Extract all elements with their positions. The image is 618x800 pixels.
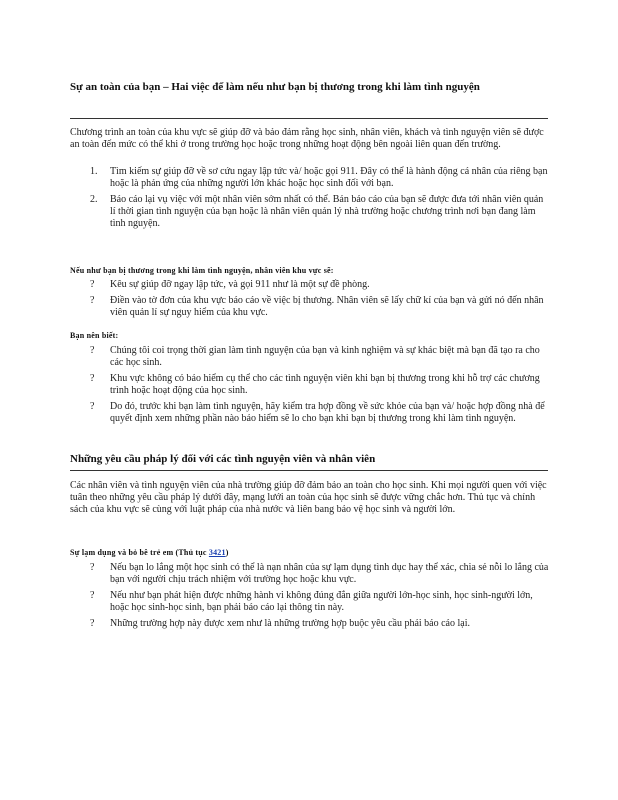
- list-marker: 2.: [90, 194, 98, 205]
- bullet-marker: ?: [90, 373, 95, 384]
- list-item-text: Khu vực không có bảo hiểm cụ thể cho các tình nguyện viên khi bạn bị thương trong khi hỗ trợ các chương trình hoặc hoạt động của học sinh.: [110, 373, 540, 396]
- list-item: [90, 562, 550, 586]
- bullet-marker: ?: [90, 590, 95, 601]
- procedure-3421-link[interactable]: 3421: [208, 548, 226, 557]
- section-heading-legal: Những yêu cầu pháp lý đối với các tình nguyện viên và nhân viên: [70, 453, 376, 465]
- bullet-marker: ?: [90, 401, 95, 412]
- abuse-heading-suffix: ): [225, 548, 229, 557]
- injured-subheading: Nếu như bạn bị thương trong khi làm tình nguyện, nhân viên khu vực sẽ:: [70, 266, 334, 275]
- list-item-text: Do đó, trước khi bạn làm tình nguyện, hãy kiểm tra hợp đồng về sức khỏe của bạn và/ hoặc hợp đồng nhà để quyết định xem những phần nào bảo hiểm sẽ lo cho bạn khi bạn bị thương trong khi làm tình nguyện.: [110, 401, 545, 424]
- abuse-heading-text: Sự lạm dụng và bỏ bê trẻ em (Thủ tục: [70, 548, 209, 557]
- heading-rule: [70, 118, 548, 119]
- list-item-text: Tìm kiếm sự giúp đỡ về sơ cứu ngay lập tức và/ hoặc gọi 911. Đây có thể là hành động cá nhân của riêng bạn hoặc là phản ứng của những người lớn khác hoặc học sinh đối với bạn.: [110, 166, 548, 189]
- bullet-marker: ?: [90, 618, 95, 629]
- list-item: [90, 345, 550, 369]
- list-item-text: Nếu bạn lo lắng một học sinh có thể là nạn nhân của sự lạm dụng tình dục hay thể xác, chia sẻ nỗi lo lắng của bạn với người chịu trách nhiệm với trường học hoặc khu vực.: [110, 562, 549, 585]
- bullet-marker: ?: [90, 279, 95, 290]
- list-item-text: Báo cáo lại vụ việc với một nhân viên sớm nhất có thể. Bản báo cáo của bạn sẽ được đưa tới nhân viên quản lí thời gian tình nguyện của bạn hoặc là nhân viên quản lý nhà trường hoặc chương trình nơi bạn đang làm tình nguyện.: [110, 194, 544, 229]
- list-item: [90, 194, 550, 230]
- list-item: [90, 166, 550, 190]
- list-item: [90, 618, 550, 630]
- list-item: [90, 295, 550, 319]
- list-item-text: Những trường hợp này được xem như là những trường hợp buộc yêu cầu phải báo cáo lại.: [110, 618, 470, 629]
- injury-steps-list: [90, 166, 550, 234]
- list-item-text: Điền vào tờ đơn của khu vực báo cáo về việc bị thương. Nhân viên sẽ lấy chữ kí của bạn và gửi nó đến nhân viên quản lí sự nguy hiểm của khu vực.: [110, 295, 544, 318]
- list-item: [90, 373, 550, 397]
- list-marker: 1.: [90, 166, 98, 177]
- list-item: [90, 401, 550, 425]
- injured-actions-list: [90, 279, 550, 323]
- know-list: [90, 345, 550, 429]
- know-subheading: Bạn nên biết:: [70, 331, 119, 340]
- heading-rule: [70, 470, 548, 471]
- section-heading-safety: Sự an toàn của bạn – Hai việc để làm nếu như bạn bị thương trong khi làm tình nguyện: [70, 81, 480, 93]
- safety-intro-paragraph: Chương trình an toàn của khu vực sẽ giúp đỡ và bảo đảm rằng học sinh, nhân viên, khách và tình nguyện viên sẽ được an toàn đến mức có thể khi ở trong trường học hoặc trong những hoạt động bên ngoài liên quan đến trường.: [70, 127, 544, 150]
- list-item: [90, 590, 550, 614]
- list-item-text: Kêu sự giúp đỡ ngay lập tức, và gọi 911 như là một sự đề phòng.: [110, 279, 370, 290]
- bullet-marker: ?: [90, 295, 95, 306]
- list-item-text: Nếu như bạn phát hiện được những hành vi không đúng đắn giữa người lớn-học sinh, học sinh-người lớn, hoặc học sinh-học sinh, bạn phải báo cáo lại thông tin này.: [110, 590, 533, 613]
- legal-intro-paragraph: Các nhân viên và tình nguyện viên của nhà trường giúp đỡ đảm bảo an toàn cho học sinh. Khi mọi người quen với việc tuân theo những yêu cầu pháp lý dưới đây, mạng lưới an toàn của học sinh sẽ được vững chắc hơn. Thủ tục và chính sách của khu vực sẽ cùng với luật pháp của nhà nước và liên bang bảo vệ học sinh và người lớn.: [70, 480, 547, 515]
- abuse-subheading: [70, 548, 229, 558]
- list-item: [90, 279, 550, 291]
- abuse-list: [90, 562, 550, 634]
- bullet-marker: ?: [90, 345, 95, 356]
- list-item-text: Chúng tôi coi trọng thời gian làm tình nguyện của bạn và kinh nghiệm và sự khác biệt mà bạn đã tạo ra cho các học sinh.: [110, 345, 540, 368]
- bullet-marker: ?: [90, 562, 95, 573]
